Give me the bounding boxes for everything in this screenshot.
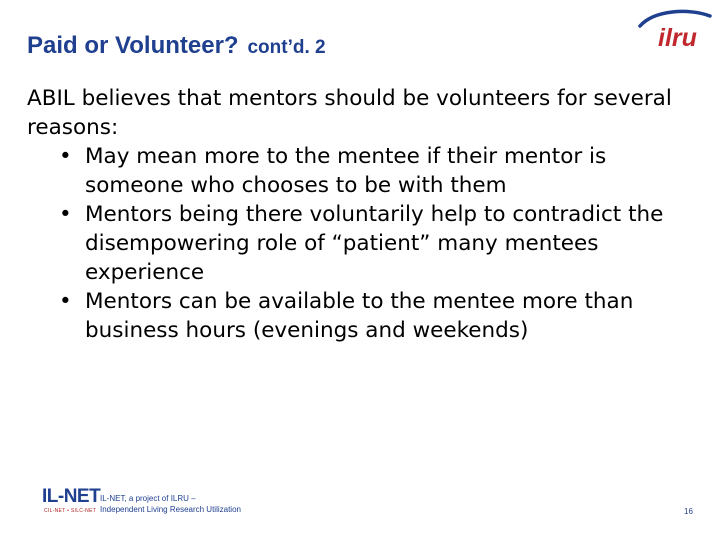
- il-net-tagline-line1: IL-NET, a project of ILRU –: [100, 494, 196, 503]
- bullet-list: [27, 142, 707, 345]
- il-net-logo: [42, 486, 257, 520]
- bullet-text: Mentors can be available to the mentee more than business hours (evenings and weekends): [85, 289, 634, 343]
- page-number: 16: [684, 507, 693, 516]
- bullet-item: [27, 200, 707, 287]
- bullet-item: [27, 287, 707, 345]
- il-net-logo-name: IL-NET: [42, 486, 101, 507]
- intro-text: ABIL believes that mentors should be volunteers for several reasons:: [27, 86, 672, 140]
- il-net-tagline-line2: Independent Living Research Utilization: [100, 505, 241, 514]
- bullet-marker: •: [59, 289, 72, 314]
- ilru-logo: [634, 6, 714, 50]
- bullet-text: May mean more to the mentee if their mentor is someone who chooses to be with them: [85, 144, 607, 198]
- bullet-text: Mentors being there voluntarily help to contradict the disempowering role of “patient” many mentees experience: [85, 202, 664, 285]
- bullet-item: [27, 142, 707, 200]
- bullet-marker: •: [59, 202, 72, 227]
- il-net-tagline: [100, 493, 241, 515]
- slide-title-sub: cont’d. 2: [247, 37, 326, 58]
- slide-body: [27, 84, 707, 345]
- il-net-logo-sub: CIL-NET • SILC-NET: [44, 508, 97, 514]
- slide-title: [27, 24, 326, 61]
- ilru-logo-text: ilru: [658, 24, 697, 50]
- bullet-marker: •: [59, 144, 72, 169]
- slide-title-main: Paid or Volunteer?: [27, 32, 239, 59]
